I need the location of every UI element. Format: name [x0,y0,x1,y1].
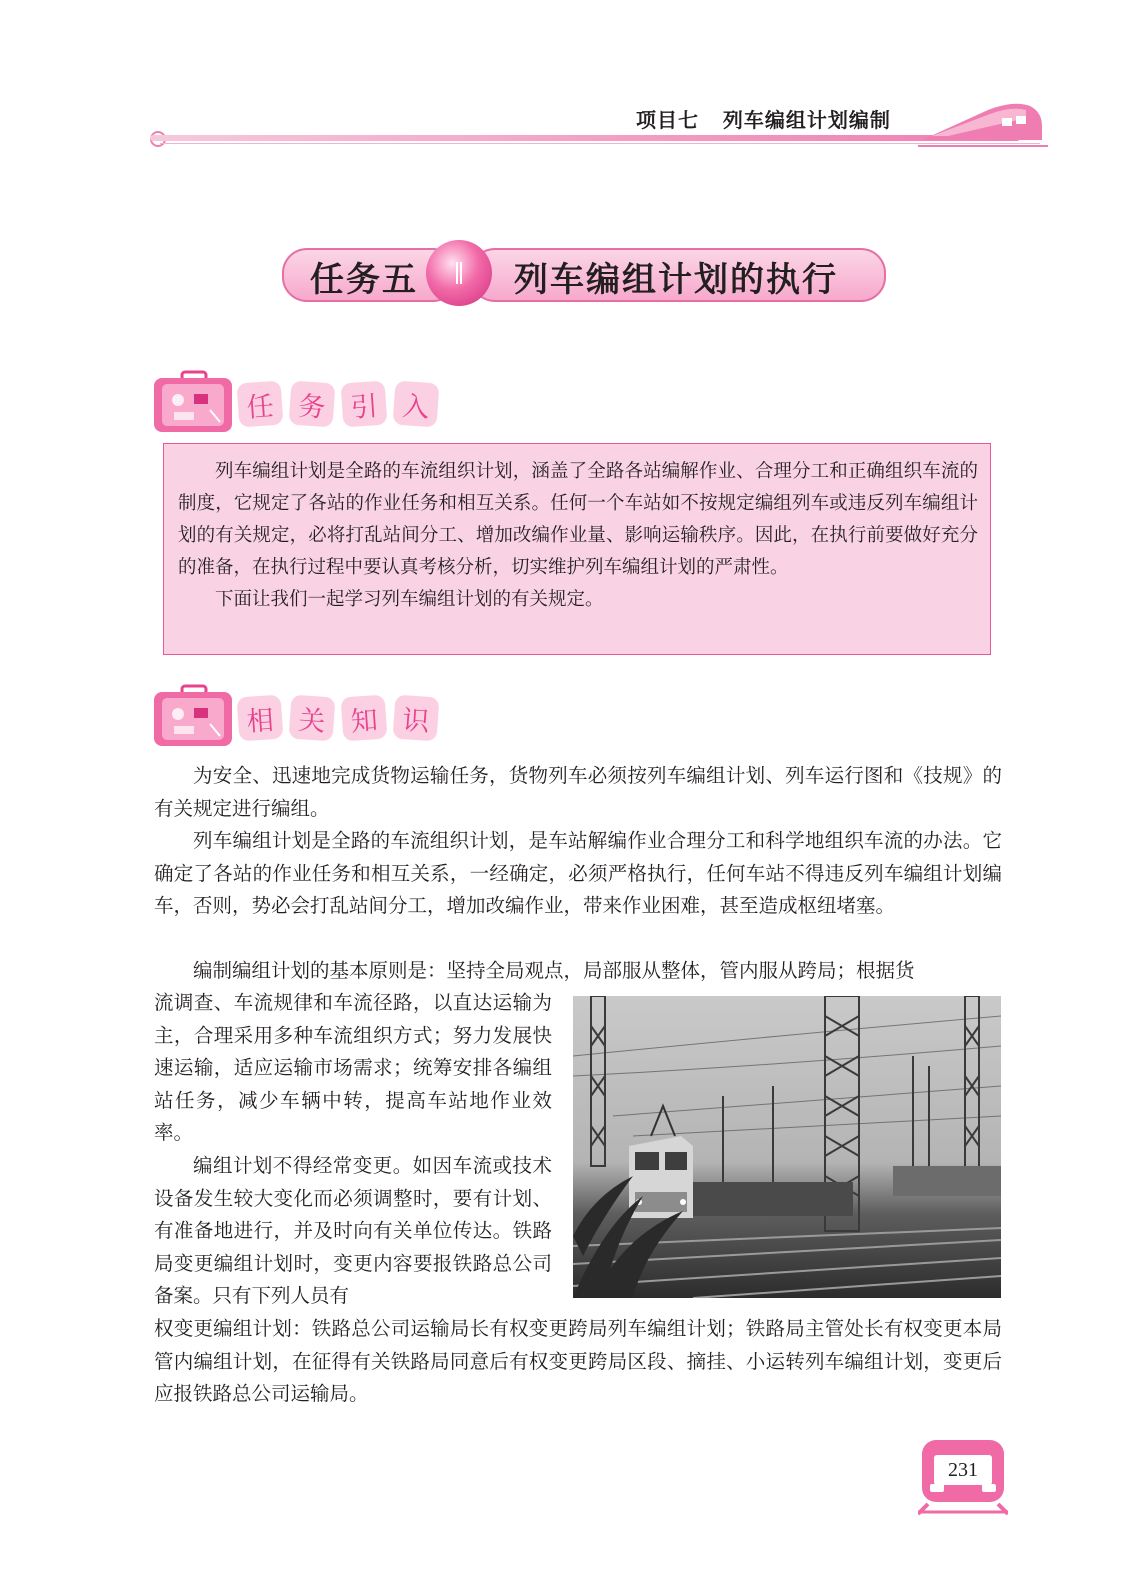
page-number: 231 [934,1455,992,1485]
body-paragraph-1: 为安全、迅速地完成货物运输任务，货物列车必须按列车编组计划、列车运行图和《技规》的有关规定进行编组。 [154,764,1002,820]
header-rule [150,135,1020,141]
section-label-knowledge [238,696,438,740]
section-label-char: 知 [341,695,388,742]
intro-paragraph: 下面让我们一起学习列车编组计划的有关规定。 [215,589,604,610]
section-label-char: 相 [237,695,284,742]
intro-box [163,443,991,655]
section-label-char: 任 [237,381,284,428]
section-label-char: 引 [341,381,388,428]
suitcase-icon [152,684,236,750]
electric-freight-train-photo [573,996,1001,1298]
intro-paragraph: 列车编组计划是全路的车流组织计划，涵盖了全路各站编解作业、合理分工和正确组织车流的制度，它规定了各站的作业任务和相互关系。任何一个车站如不按规定编组列车或违反列车编组计划的有关规定，必将打乱站间分工、增加改编作业量、影响运输秩序。因此，在执行前要做好充分的准备，在执行过程中要认真考核分析，切实维护列车编组计划的严肃性。 [178,461,978,578]
body-paragraph-2: 列车编组计划是全路的车流组织计划，是车站解编作业合理分工和科学地组织车流的办法。它确定了各站的作业任务和相互关系，一经确定，必须严格执行，任何车站不得违反列车编组计划编车，否则，势必会打乱站间分工，增加改编作业，带来作业困难，甚至造成枢纽堵塞。 [154,829,1002,917]
task-title: 列车编组计划的执行 [514,260,838,300]
body-paragraph-4-cont: 权变更编组计划：铁路总公司运输局长有权变更跨局列车编组计划；铁路局主管处长有权变更本局管内编组计划，在征得有关铁路局同意后有权变更跨局区段、摘挂、小运转列车编组计划，变更后应报铁路总公司运输局。 [154,1317,1002,1405]
section-label-char: 关 [289,695,336,742]
section-label-char: 入 [393,381,440,428]
task-number: 任务五 [310,260,418,300]
orb-mark-icon [456,262,462,284]
body-paragraph-3-start: 编制编组计划的基本原则是：坚持全局观点，局部服从整体，管内服从跨局；根据货 [193,959,915,982]
chapter-title: 项目七 列车编组计划编制 [636,108,891,132]
section-header-intro [152,370,452,436]
task-banner [282,244,886,302]
section-label-intro [238,382,438,426]
suitcase-icon [152,370,236,436]
pink-train-icon [918,96,1048,154]
body-paragraph-3-cont: 流调查、车流规律和车流径路，以直达运输为主，合理采用多种车流组织方式；努力发展快速运输，适应运输市场需求；统筹安排各编组站任务，减少车辆中转，提高车站地作业效率。 [154,991,552,1144]
train-photo-drawing [573,996,1001,1298]
section-label-char: 识 [393,695,440,742]
section-header-knowledge [152,684,452,750]
header-rule-thin [160,143,1040,144]
body-paragraph-4-start: 编组计划不得经常变更。如因车流或技术设备发生较大变化而必须调整时，要有计划、有准备地进行，并及时向有关单位传达。铁路局变更编组计划时，变更内容要报铁路总公司备案。只有下列人员有 [154,1154,552,1307]
section-label-char: 务 [289,381,336,428]
